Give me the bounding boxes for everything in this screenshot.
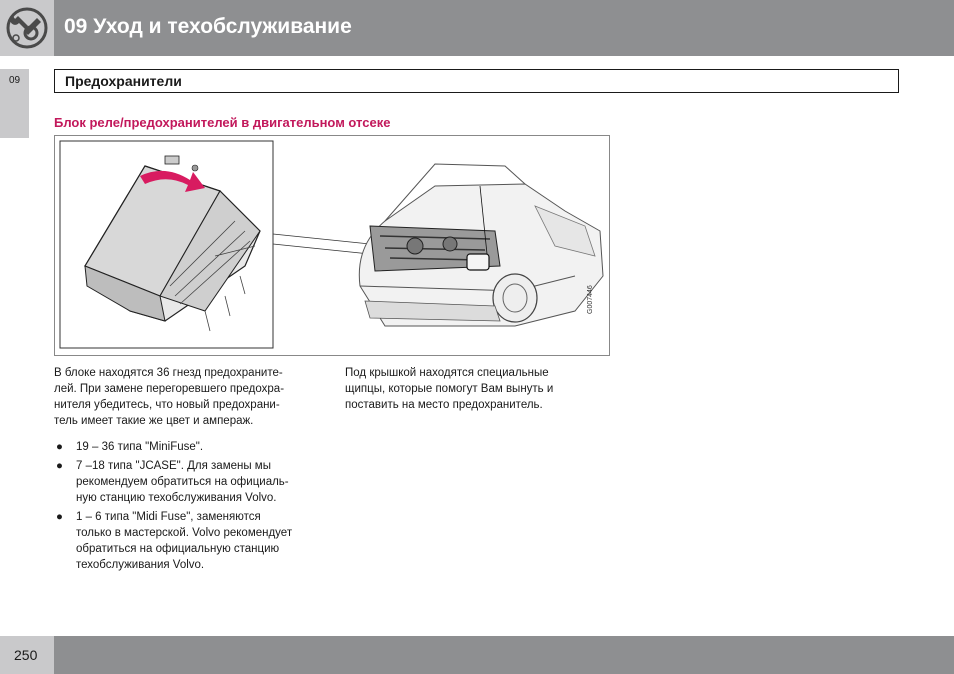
section-title: Предохранители xyxy=(65,73,182,89)
chapter-title: 09 Уход и техобслуживание xyxy=(64,15,352,38)
chapter-number: 09 xyxy=(9,75,21,86)
list-item-line: техобслуживания Volvo. xyxy=(76,559,205,571)
right-text-column xyxy=(345,365,605,413)
car-engine-bay-illustration xyxy=(359,164,603,326)
page-number: 250 xyxy=(14,647,38,663)
list-item-line: обратиться на официальную станцию xyxy=(76,543,280,555)
list-item-line: 1 – 6 типа "Midi Fuse", заменяются xyxy=(76,511,261,523)
paragraph-line: поставить на место предохранитель. xyxy=(345,399,543,411)
bullet-icon: ● xyxy=(56,441,63,453)
bullet-icon: ● xyxy=(56,460,63,472)
bullet-icon: ● xyxy=(56,511,63,523)
section-title-box xyxy=(54,69,899,93)
page-number-box xyxy=(0,636,54,674)
list-item xyxy=(54,439,324,455)
fuse-type-list xyxy=(54,439,324,573)
paragraph-line: Под крышкой находятся специальные xyxy=(345,367,549,379)
tongs-paragraph xyxy=(345,365,605,413)
list-item-line: 7 –18 типа "JCASE". Для замены мы xyxy=(76,460,271,472)
list-item-line: 19 – 36 типа "MiniFuse". xyxy=(76,441,204,453)
intro-paragraph xyxy=(54,365,324,429)
intro-line: В блоке находятся 36 гнезд предохраните- xyxy=(54,367,283,379)
list-item-line: только в мастерской. Volvo рекомендует xyxy=(76,527,293,539)
intro-line: нителя убедитесь, что новый предохрани- xyxy=(54,399,280,411)
chapter-side-tab xyxy=(0,69,29,138)
wrench-gear-icon xyxy=(4,6,50,50)
list-item-line: рекомендуем обратиться на официаль- xyxy=(76,476,289,488)
intro-line: лей. При замене перегоревшего предохра- xyxy=(54,383,285,395)
list-item xyxy=(54,458,324,506)
subheading: Блок реле/предохранителей в двигательном отсеке xyxy=(54,115,391,130)
intro-line: тель имеет такие же цвет и ампераж. xyxy=(54,415,254,427)
fuse-box-figure xyxy=(54,135,610,356)
page-footer xyxy=(0,636,954,674)
figure-code: G007446 xyxy=(587,285,594,314)
figure-illustration xyxy=(55,136,609,355)
list-item xyxy=(54,509,324,573)
list-item-line: ную станцию техобслуживания Volvo. xyxy=(76,492,277,504)
fuse-box-location xyxy=(467,254,489,270)
left-text-column xyxy=(54,365,324,573)
paragraph-line: щипцы, которые помогут Вам вынуть и xyxy=(345,383,554,395)
chapter-icon-box xyxy=(0,0,54,56)
